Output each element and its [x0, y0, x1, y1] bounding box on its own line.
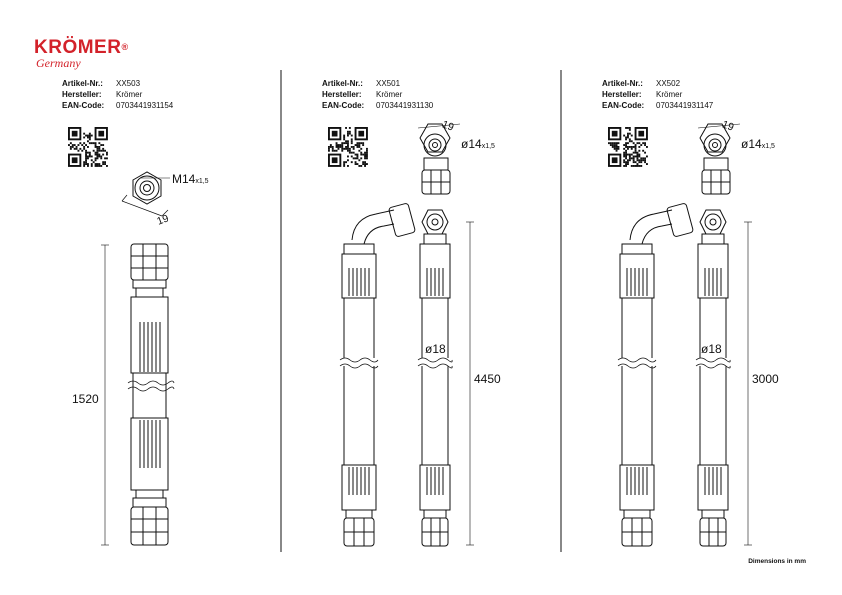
ean-code: 0703441931154 — [116, 101, 174, 110]
info-key: Artikel-Nr.: — [322, 79, 363, 88]
qr-code-icon — [68, 127, 108, 167]
wrench-size-label: 19 — [720, 118, 736, 134]
brand-tagline: Germany — [36, 56, 81, 70]
ferrule-ribs — [140, 420, 160, 468]
hose-angled-xx501 — [340, 124, 474, 546]
manufacturer: Krömer — [376, 90, 403, 99]
info-key: EAN-Code: — [602, 101, 645, 110]
ean-code: 0703441931147 — [656, 101, 714, 110]
qr-code-icon — [608, 127, 648, 167]
wrench-size-label: 19 — [440, 118, 456, 134]
ferrule-ribs — [349, 467, 369, 495]
hose-straight-xx503 — [101, 172, 174, 545]
info-key: EAN-Code: — [322, 101, 365, 110]
hose-length-label: 3000 — [752, 372, 779, 386]
ean-code: 0703441931130 — [376, 101, 434, 110]
info-key: Hersteller: — [62, 90, 102, 99]
hose-diameter-label: ø18 — [425, 342, 446, 356]
info-key: Hersteller: — [322, 90, 362, 99]
ferrule-ribs — [705, 268, 721, 296]
qr-code-icon — [328, 127, 368, 167]
hose-length-label: 1520 — [72, 392, 99, 406]
info-key: Artikel-Nr.: — [602, 79, 643, 88]
brand-name: KRÖMER® — [34, 37, 129, 58]
ferrule-ribs — [140, 322, 160, 372]
article-number: XX503 — [116, 79, 141, 88]
info-key: EAN-Code: — [62, 101, 105, 110]
wrench-dimension-line — [122, 201, 162, 216]
ferrule-ribs — [349, 268, 369, 296]
thread-size-label: ø14x1,5 — [741, 137, 775, 151]
hose-length-label: 4450 — [474, 372, 501, 386]
ferrule-ribs — [427, 467, 443, 495]
article-number: XX502 — [656, 79, 681, 88]
ferrule-ribs — [705, 467, 721, 495]
ferrule-ribs — [627, 268, 647, 296]
info-key: Artikel-Nr.: — [62, 79, 103, 88]
hose-angled-xx502 — [618, 124, 752, 546]
dimensions-note: Dimensions in mm — [748, 558, 806, 565]
wrench-size-label: 19 — [155, 212, 171, 228]
manufacturer: Krömer — [656, 90, 683, 99]
thread-size-label: M14x1,5 — [172, 172, 209, 186]
ferrule-ribs — [627, 467, 647, 495]
thread-size-label: ø14x1,5 — [461, 137, 495, 151]
hex-nut-front-view — [133, 172, 161, 204]
info-key: Hersteller: — [602, 90, 642, 99]
hose-diameter-label: ø18 — [701, 342, 722, 356]
article-number: XX501 — [376, 79, 401, 88]
manufacturer: Krömer — [116, 90, 143, 99]
ferrule-ribs — [427, 268, 443, 296]
